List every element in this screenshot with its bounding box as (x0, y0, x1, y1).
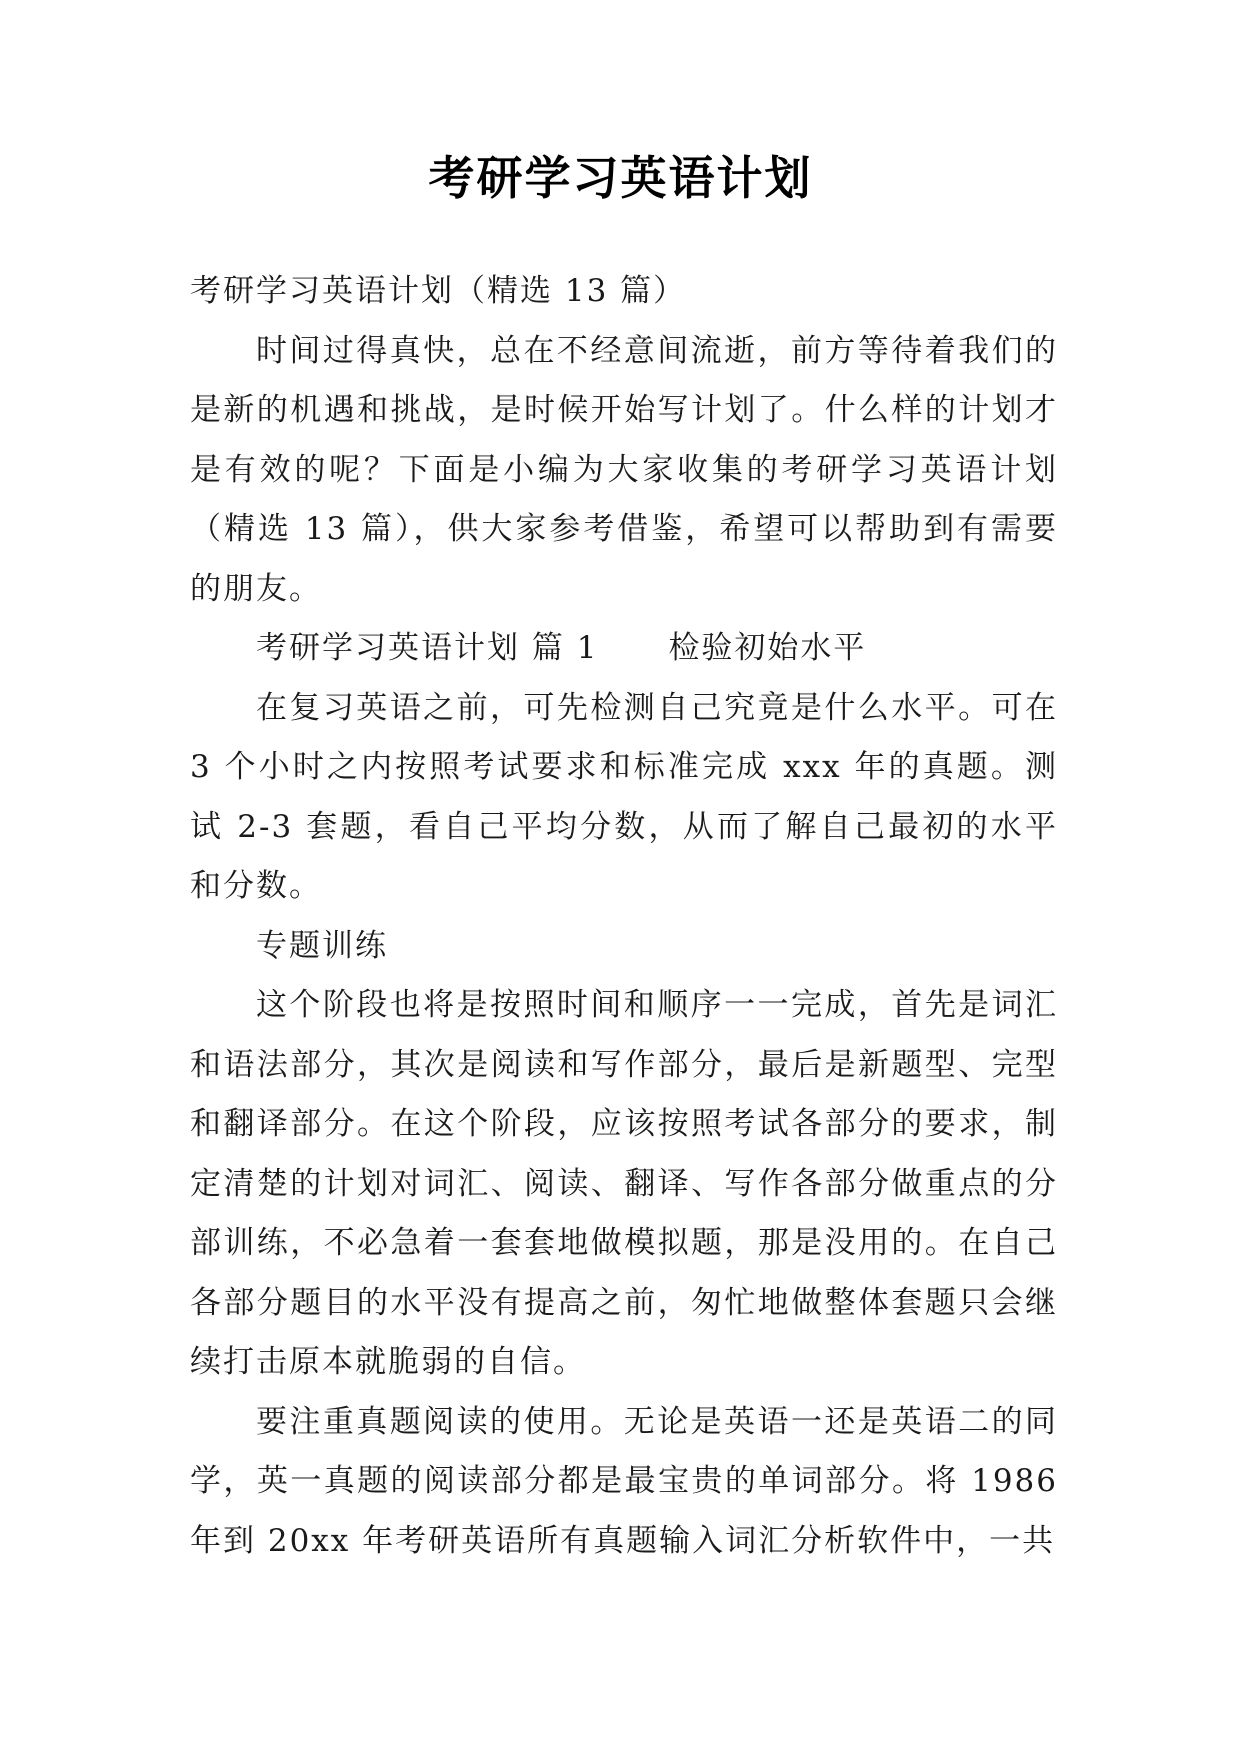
body-paragraph: 在复习英语之前，可先检测自己究竟是什么水平。可在 3 个小时之内按照考试要求和标准完成 xxx 年的真题。测试 2-3 套题，看自己平均分数，从而了解自己最初的水平和分数。 (190, 689, 1058, 904)
body-paragraph: 这个阶段也将是按照时间和顺序一一完成，首先是词汇和语法部分，其次是阅读和写作部分，最后是新题型、完型和翻译部分。在这个阶段，应该按照考试各部分的要求，制定清楚的计划对词汇、阅读、翻译、写作各部分做重点的分部训练，不必急着一套套地做模拟题，那是没用的。在自己各部分题目的水平没有提高之前，匆忙地做整体套题只会继续打击原本就脆弱的自信。 (190, 987, 1058, 1380)
subtitle-paragraph: 考研学习英语计划（精选 13 篇） (190, 273, 687, 309)
subheading-paragraph: 专题训练 (256, 927, 388, 964)
document-title: 考研学习英语计划 (428, 151, 813, 205)
section-heading-subtitle: 检验初始水平 (668, 630, 867, 666)
intro-paragraph: 时间过得真快，总在不经意间流逝，前方等待着我们的是新的机遇和挑战，是时候开始写计划了。什么样的计划才是有效的呢？下面是小编为大家收集的考研学习英语计划（精选 13 篇），供大家参考借鉴，希望可以帮助到有需要的朋友。 (190, 332, 1058, 607)
document-body (190, 262, 1058, 1571)
body-paragraph: 要注重真题阅读的使用。无论是英语一还是英语二的同学，英一真题的阅读部分都是最宝贵的单词部分。将 1986 年到 20xx 年考研英语所有真题输入词汇分析软件中，一共 (190, 1403, 1058, 1559)
section-heading (190, 619, 1058, 679)
section-heading-title: 考研学习英语计划 篇 1 (256, 630, 599, 666)
